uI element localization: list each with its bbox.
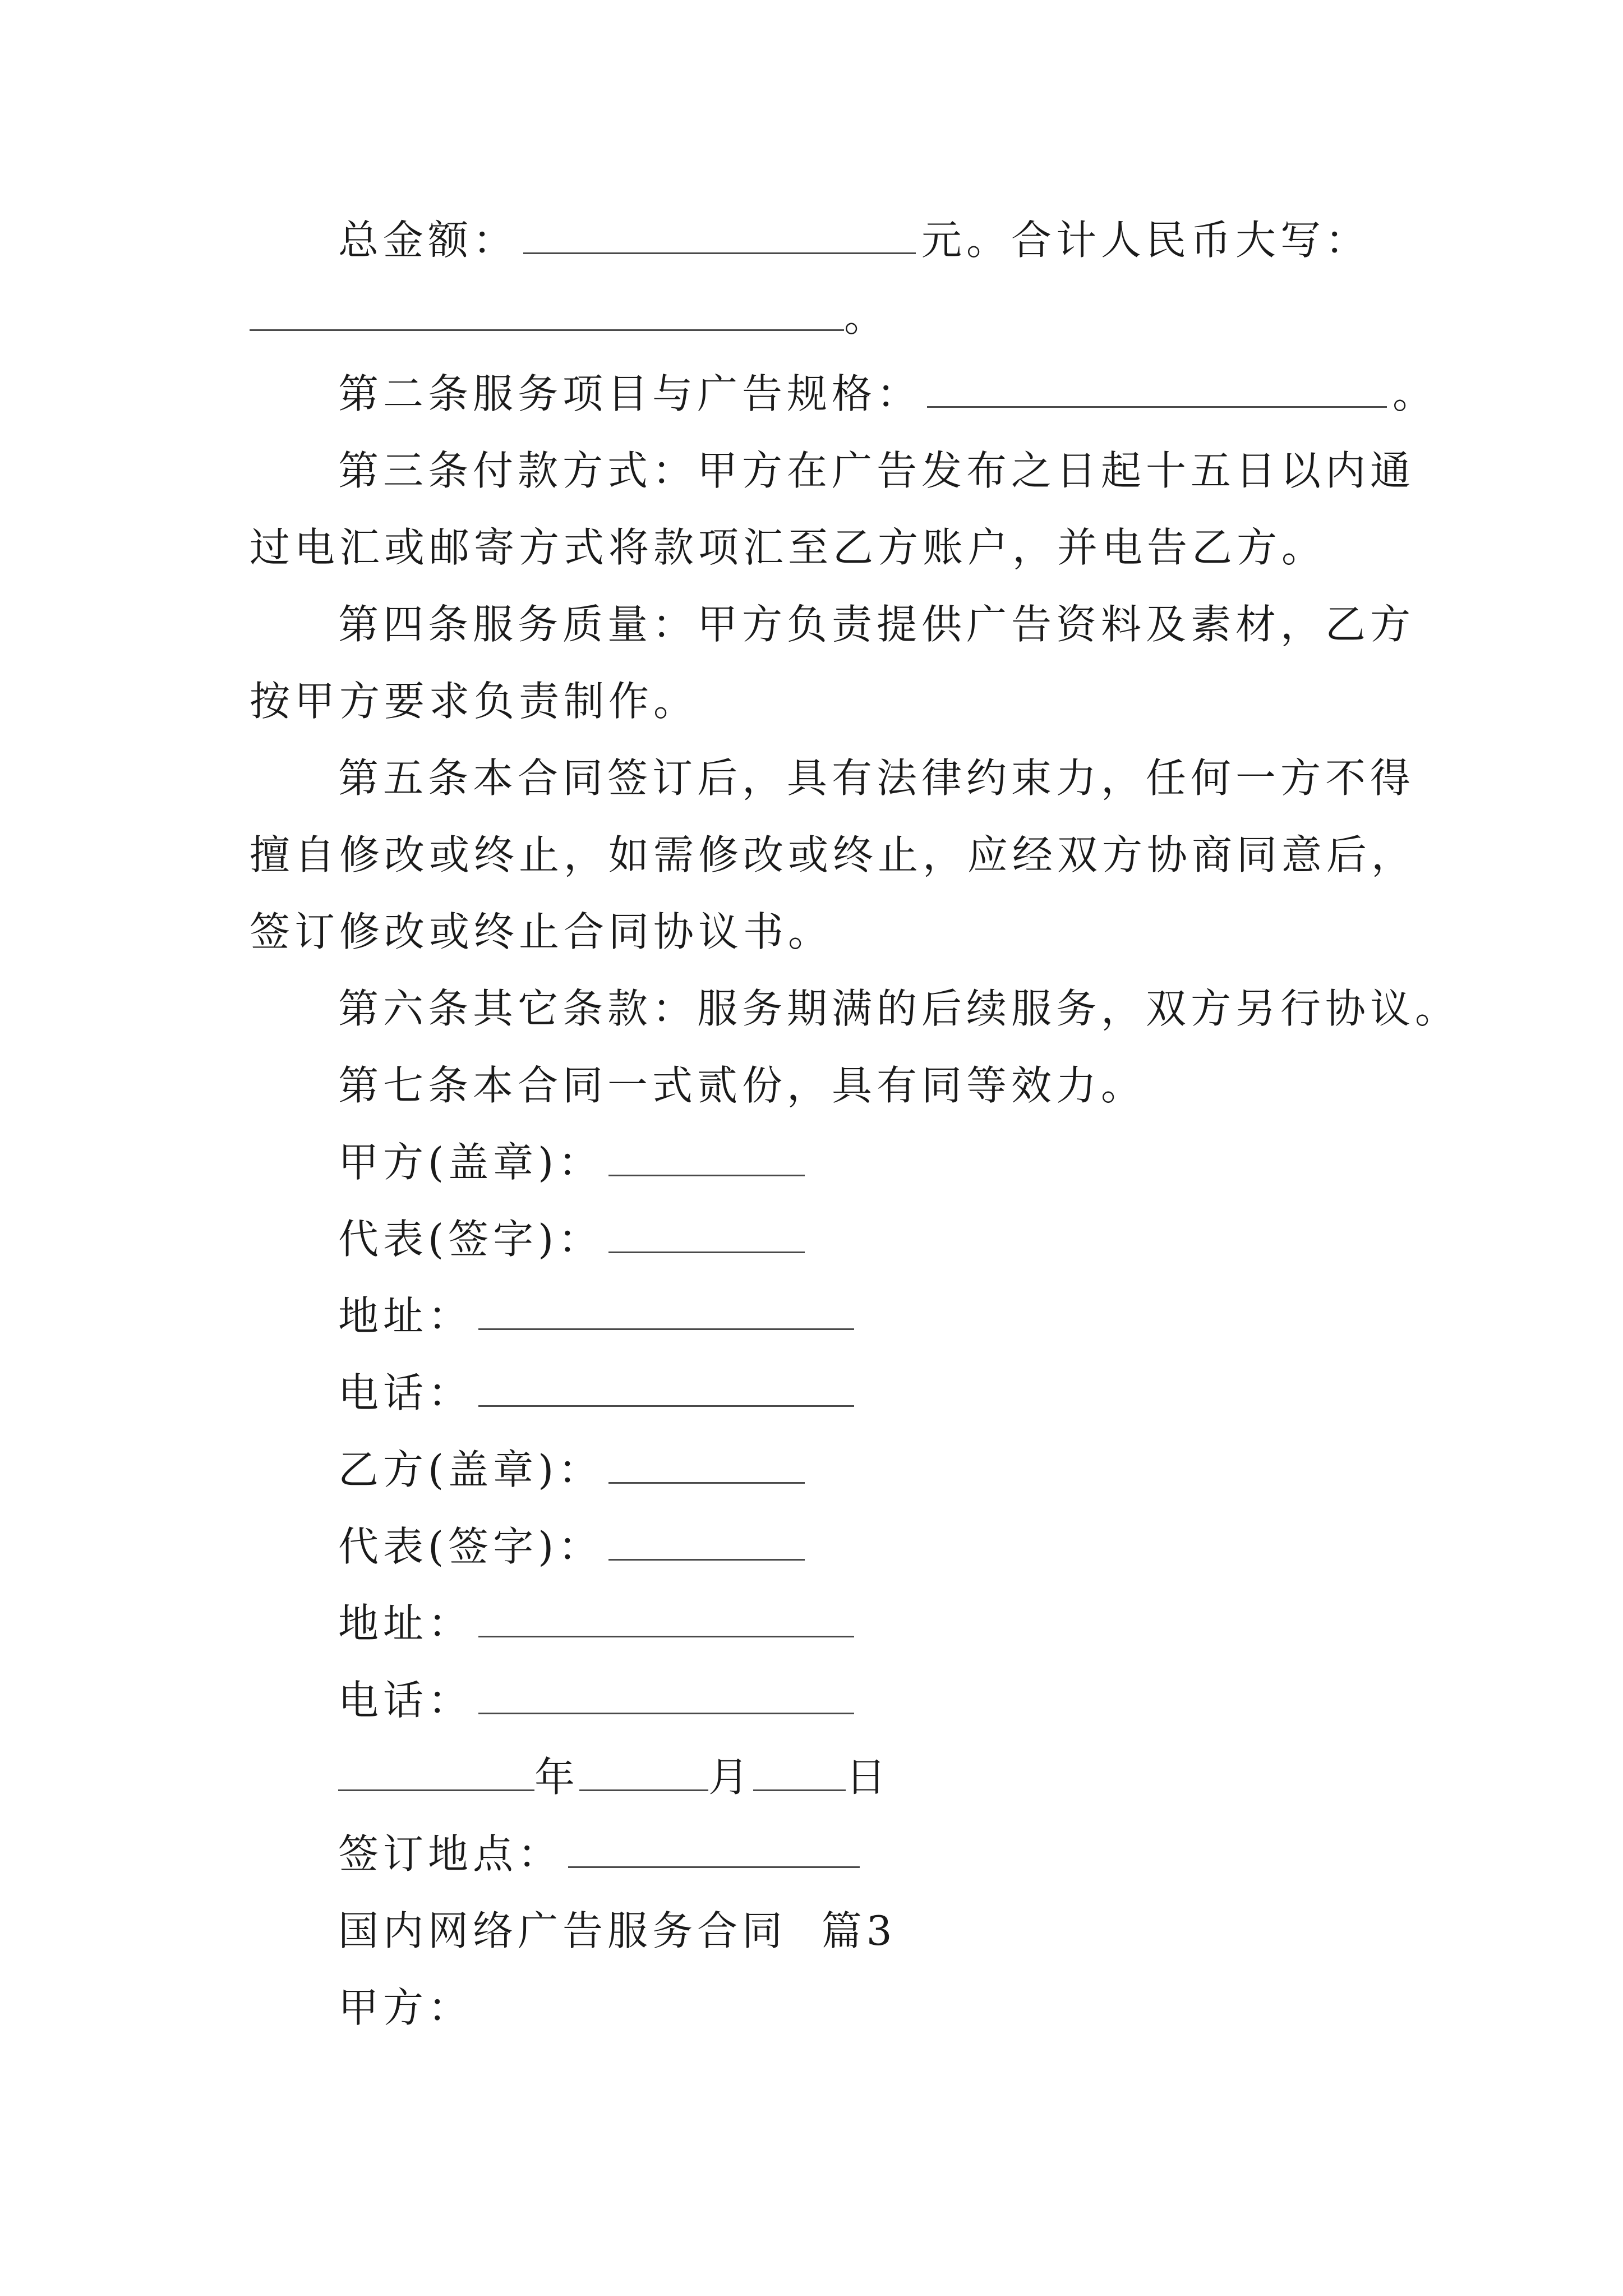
article-5-line-1: 第五条本合同签订后，具有法律约束力，任何一方不得	[338, 754, 1415, 802]
article-2	[250, 356, 1438, 432]
date-line	[250, 1739, 1405, 1816]
date-day-blank	[753, 1756, 846, 1791]
party-a-seal-blank	[608, 1141, 805, 1176]
party-b-address-blank	[478, 1602, 854, 1637]
date-day-label: 日	[846, 1754, 891, 1801]
party-a-phone-blank	[478, 1372, 854, 1407]
article-5-line-2: 擅自修改或终止，如需修改或终止，应经双方协商同意后，	[250, 831, 1417, 878]
date-year-label: 年	[534, 1754, 580, 1801]
amount-suffix: 元。合计人民币大写：	[921, 217, 1371, 264]
amount-uppercase-blank	[250, 296, 844, 331]
party-b-rep-label: 代表(签字)：	[338, 1523, 603, 1570]
sign-place-label: 签订地点：	[338, 1830, 563, 1878]
party-a-phone-label: 电话：	[338, 1369, 473, 1416]
party-a-seal-line	[250, 1124, 1405, 1201]
date-month-blank	[579, 1756, 708, 1791]
party-a-seal-label: 甲方(盖章)：	[338, 1139, 603, 1186]
next-section-party-a: 甲方：	[338, 1984, 473, 2031]
date-month-label: 月	[708, 1754, 754, 1801]
party-a-rep-label: 代表(签字)：	[338, 1216, 603, 1263]
article-4-line-1: 第四条服务质量：甲方负责提供广告资料及素材，乙方	[338, 601, 1415, 648]
amount-uppercase-line	[250, 279, 1405, 356]
article-6: 第六条其它条款：服务期满的后续服务，双方另行协议。	[338, 985, 1460, 1032]
next-section-title: 国内网络广告服务合同 篇3	[338, 1907, 897, 1954]
party-a-rep-blank	[608, 1218, 805, 1253]
article-5-line-3: 签订修改或终止合同协议书。	[250, 908, 833, 955]
party-b-seal-blank	[608, 1448, 805, 1484]
article-2-label: 第二条服务项目与广告规格：	[338, 370, 922, 417]
sign-place-blank	[568, 1833, 860, 1868]
party-a-address-blank	[478, 1295, 854, 1330]
sign-place-line	[250, 1816, 1405, 1893]
party-b-seal-line	[250, 1432, 1405, 1508]
article-2-blank	[927, 372, 1387, 408]
amount-blank	[523, 219, 916, 254]
party-b-address-line	[250, 1585, 1405, 1662]
total-amount-line	[250, 202, 1405, 279]
party-b-address-label: 地址：	[338, 1600, 473, 1647]
article-7: 第七条本合同一式贰份，具有同等效力。	[338, 1062, 1146, 1109]
party-b-seal-label: 乙方(盖章)：	[338, 1446, 603, 1493]
article-3-line-2: 过电汇或邮寄方式将款项汇至乙方账户，并电告乙方。	[250, 524, 1327, 571]
party-b-phone-label: 电话：	[338, 1677, 473, 1724]
article-3-line-1: 第三条付款方式：甲方在广告发布之日起十五日以内通	[338, 447, 1415, 494]
amount-end: 。	[844, 293, 889, 341]
party-a-address-line	[250, 1278, 1405, 1355]
date-year-blank	[338, 1756, 534, 1791]
party-a-phone-line	[250, 1355, 1405, 1432]
party-b-phone-blank	[478, 1679, 854, 1714]
party-b-phone-line	[250, 1662, 1405, 1739]
party-b-rep-blank	[608, 1525, 805, 1561]
party-a-address-label: 地址：	[338, 1292, 473, 1340]
article-4-line-2: 按甲方要求负责制作。	[250, 678, 699, 725]
party-b-rep-line	[250, 1508, 1405, 1585]
article-2-end: 。	[1393, 370, 1438, 417]
party-a-rep-line	[250, 1201, 1405, 1278]
amount-prefix: 总金额：	[338, 217, 518, 264]
contract-body	[250, 202, 1460, 2046]
